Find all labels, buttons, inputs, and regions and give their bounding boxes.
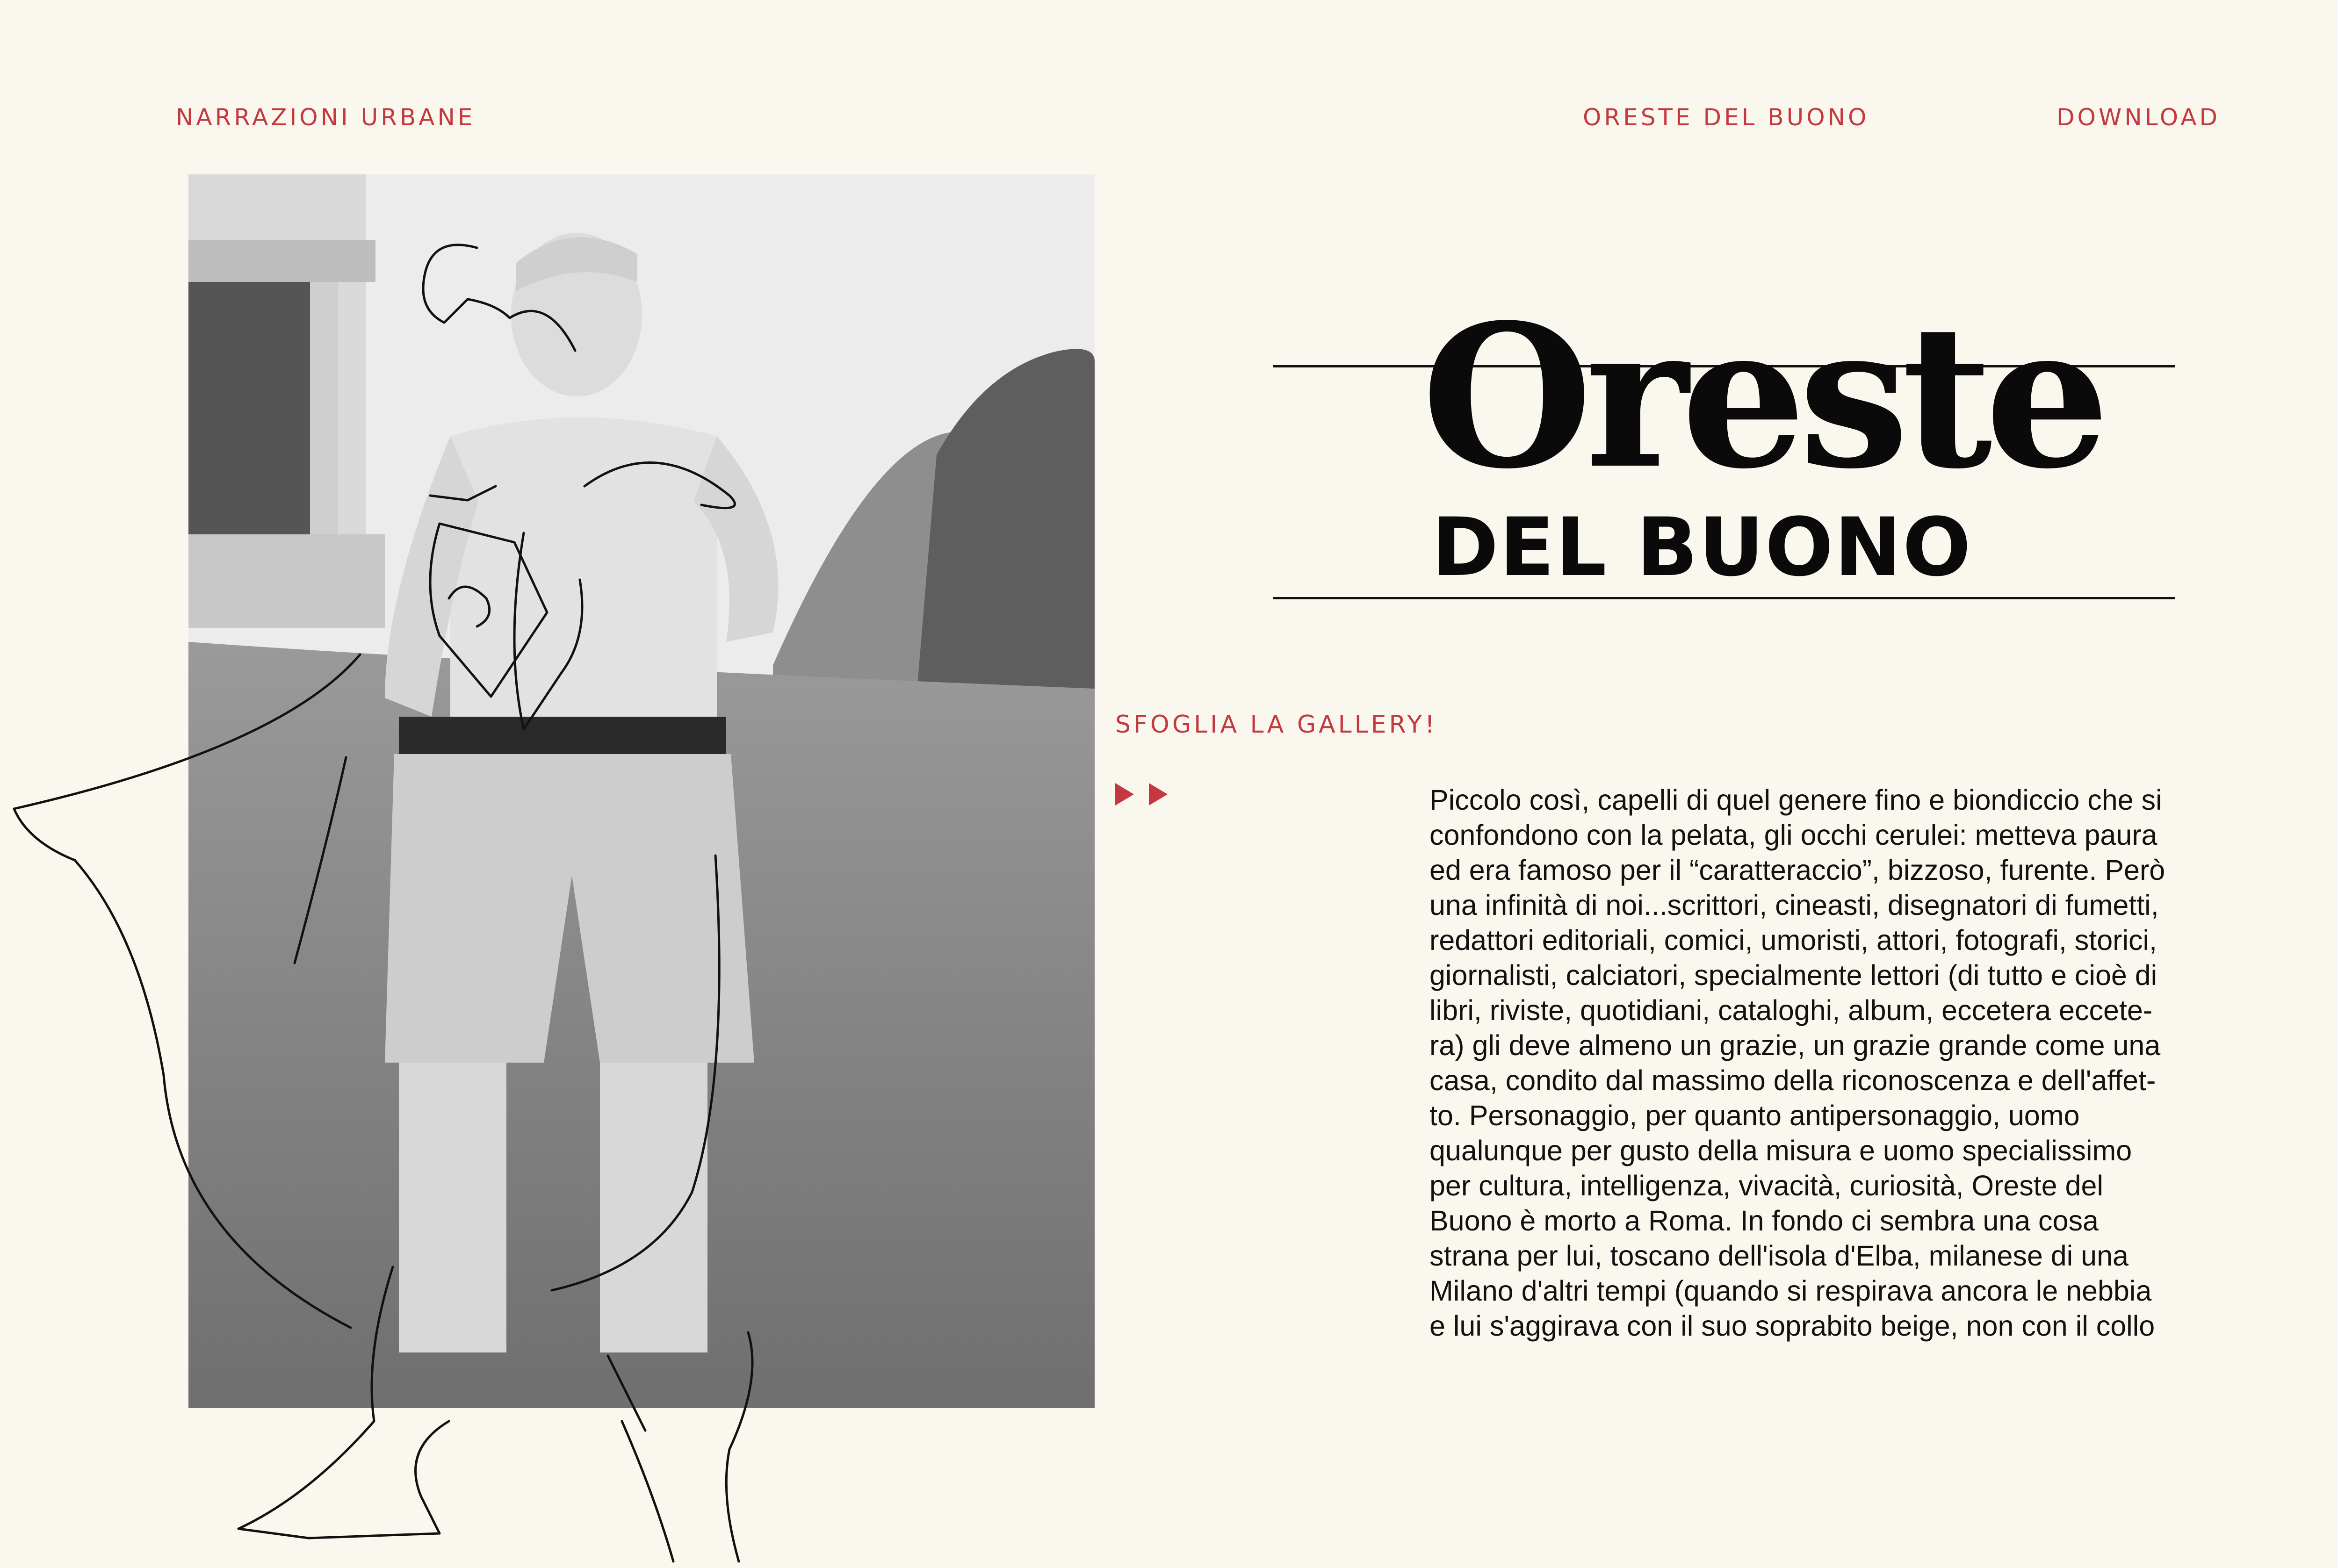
- article-line: to. Personaggio, per quanto antipersonaggio, uomo: [1429, 1100, 2080, 1131]
- article-line: libri, riviste, quotidiani, cataloghi, album, eccetera eccete-: [1429, 994, 2153, 1026]
- portrait-photo: [188, 174, 1095, 1408]
- nav-download-link[interactable]: DOWNLOAD: [2057, 104, 2220, 131]
- nav-brand-link[interactable]: NARRAZIONI URBANE: [176, 104, 476, 131]
- play-arrows-icon[interactable]: [1115, 781, 1174, 809]
- article-line: ed era famoso per il “caratteraccio”, bizzoso, furente. Però: [1429, 854, 2165, 886]
- gallery-label[interactable]: SFOGLIA LA GALLERY!: [1115, 711, 1437, 739]
- article-line: redattori editoriali, comici, umoristi, attori, fotografi, storici,: [1429, 924, 2158, 956]
- article-line: una infinità di noi...scrittori, cineasti, disegnatori di fumetti,: [1429, 889, 2159, 921]
- arrow-right-icon: [1115, 783, 1134, 806]
- nav-oreste-link[interactable]: ORESTE DEL BUONO: [1583, 104, 1869, 131]
- page-title: Oreste: [1422, 282, 2103, 512]
- arrow-right-icon: [1149, 783, 1168, 806]
- article-line: e lui s'aggirava con il suo soprabito beige, non con il collo: [1429, 1310, 2155, 1342]
- title-rule-bottom: [1273, 597, 2175, 599]
- photo-scene: [188, 174, 1095, 1408]
- article-body: [1429, 783, 2178, 1344]
- article-line: casa, condito dal massimo della riconoscenza e dell'affet-: [1429, 1065, 2156, 1096]
- article-line: ra) gli deve almeno un grazie, un grazie grande come una: [1429, 1029, 2161, 1061]
- article-line: strana per lui, toscano dell'isola d'Elba, milanese di una: [1429, 1240, 2129, 1272]
- article-line: giornalisti, calciatori, specialmente lettori (di tutto e cioè di: [1429, 959, 2158, 991]
- article-line: Buono è morto a Roma. In fondo ci sembra una cosa: [1429, 1205, 2099, 1237]
- article-line: Piccolo così, capelli di quel genere fino e biondiccio che si: [1429, 784, 2162, 816]
- page-subtitle: DEL BUONO: [1432, 500, 1972, 594]
- article-line: qualunque per gusto della misura e uomo specialissimo: [1429, 1135, 2132, 1166]
- article-line: per cultura, intelligenza, vivacità, curiosità, Oreste del: [1429, 1170, 2103, 1201]
- article-line: Milano d'altri tempi (quando si respirava ancora le nebbia: [1429, 1275, 2152, 1307]
- article-line: confondono con la pelata, gli occhi cerulei: metteva paura: [1429, 819, 2158, 851]
